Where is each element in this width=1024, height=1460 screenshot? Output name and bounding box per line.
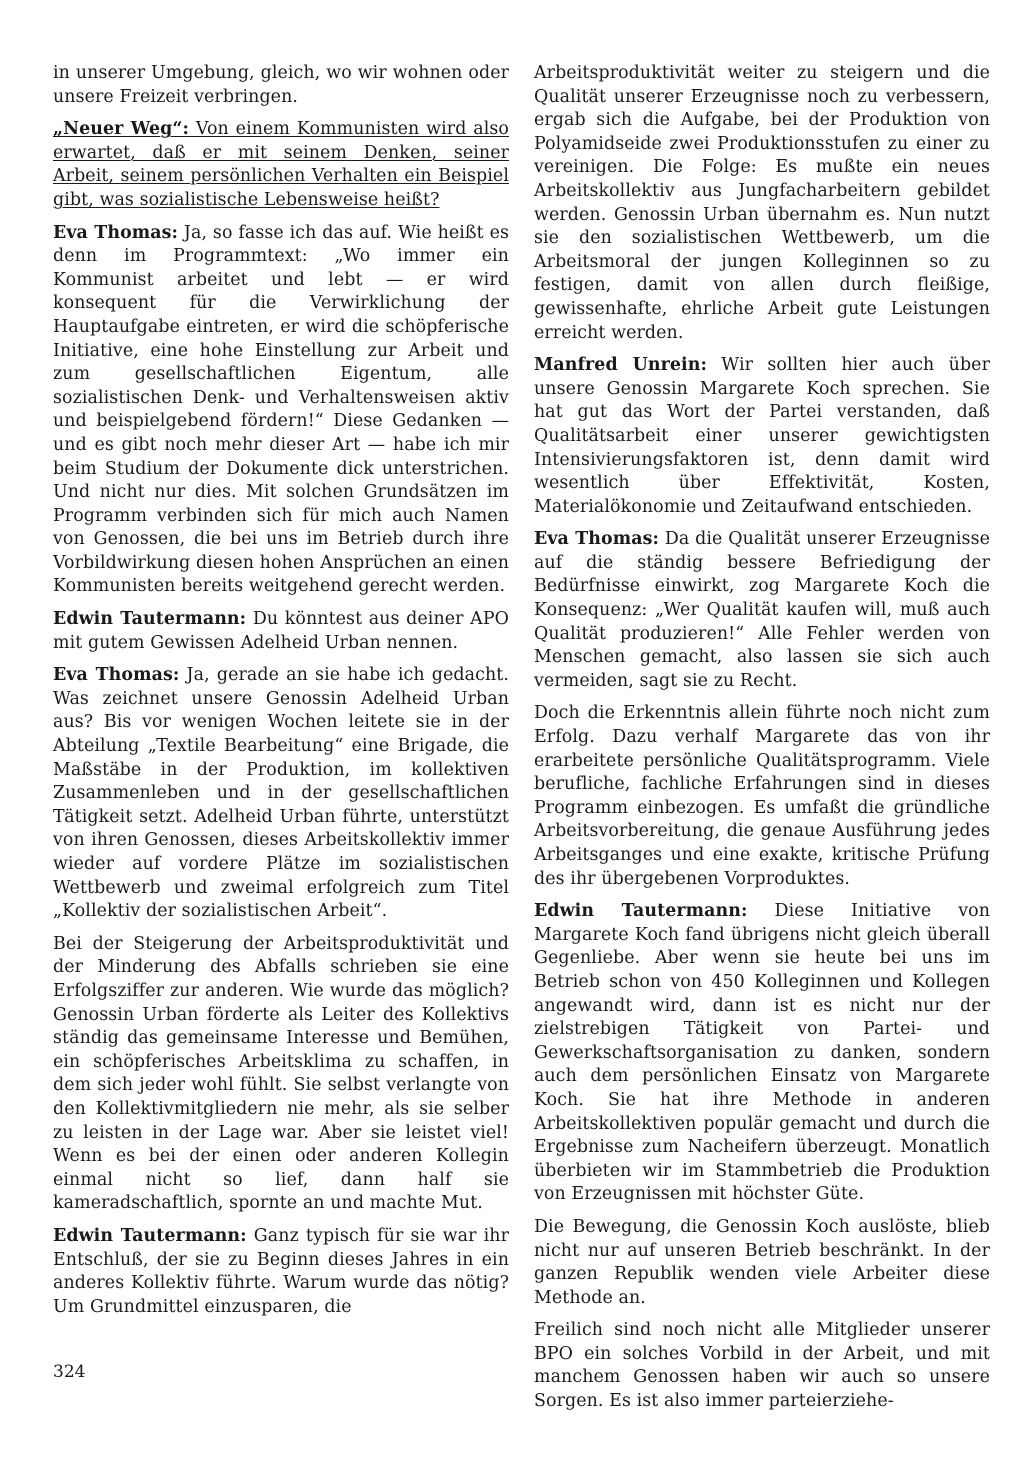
paragraph-text: Wir sollten hier auch über unsere Genossin Margarete Koch sprechen. Sie hat gut das Wort der Partei verstanden, daß Qualitätsarbeit einer unserer gewichtigsten Intensivierungsfaktoren ist, denn damit wird wesentlich über Effektivität, Kosten, Materialökonomie und Zeitaufwand entschieden. [534, 355, 990, 517]
paragraph [53, 222, 509, 600]
speaker-label: Eva Thomas: [53, 665, 180, 686]
paragraph [534, 1216, 990, 1310]
speaker-label: Manfred Unrein: [534, 355, 707, 376]
speaker-label: Eva Thomas: [534, 529, 660, 550]
paragraph-text: in unserer Umgebung, gleich, wo wir wohnen oder unsere Freizeit verbringen. [53, 63, 509, 107]
paragraph-text: Du könntest aus deiner APO mit gutem Gewissen Adelheid Urban nennen. [53, 609, 509, 653]
paragraph [534, 1319, 990, 1413]
paragraph-text: Ja, so fasse ich das auf. Wie heißt es denn im Programmtext: „Wo immer ein Kommunist arbeitet und lebt — er wird konsequent für die Verwirklichung der Hauptaufgabe eintreten, er wird die schöpferische Initiative, eine hohe Einstellung zur Arbeit und zum gesellschaftlichen Eigentum, alle sozialistischen Denk- und Verhaltensweisen aktiv und beispielgebend fördern!“ Diese Gedanken — und es gibt noch mehr dieser Art — habe ich mir beim Studium der Dokumente dick unterstrichen. Und nicht nur dies. Mit solchen Grundsätzen im Programm verbinden sich für mich auch Namen von Genossen, die bei uns im Betrieb durch ihre Vorbildwirkung diesen hohen Ansprüchen an einen Kommunisten bereits weitgehend gerecht werden. [53, 222, 509, 597]
paragraph [53, 1225, 509, 1319]
paragraph [534, 900, 990, 1207]
paragraph-text: Diese Initiative von Margarete Koch fand übrigens nicht gleich überall Gegenliebe. Aber wenn sie heute bei uns im Betrieb schon von 450 Kolleginnen und Kollegen angewandt wird, dann ist es nicht nur der zielstrebigen Tätigkeit von Partei- und Gewerkschaftsorganisation zu danken, sondern auch dem persönlichen Einsatz von Margarete Koch. Sie hat ihre Methode in anderen Arbeitskollektiven populär gemacht und durch die Ergebnisse zum Nacheifern überzeugt. Monatlich überbieten wir im Stammbetrieb die Produktion von Erzeugnissen mit höchster Güte. [534, 901, 990, 1205]
paragraph-text: Ja, gerade an sie habe ich gedacht. Was zeichnet unsere Genossin Adelheid Urban aus? Bis vor wenigen Wochen leitete sie in der Abteilung „Textile Bearbeitung“ eine Brigade, die Maßstäbe in der Produktion, im kollektiven Zusammenleben und in der gesellschaftlichen Tätigkeit setzt. Adelheid Urban führte, unterstützt von ihren Genossen, dieses Arbeitskollektiv immer wieder auf vordere Plätze im sozialistischen Wettbewerb und zweimal erfolgreich zum Titel „Kollektiv der sozialistischen Arbeit“. [53, 665, 509, 922]
paragraph [534, 62, 990, 345]
interview-question [53, 118, 509, 212]
left-column [53, 62, 509, 1328]
paragraph [534, 528, 990, 693]
paragraph-text: Freilich sind noch nicht alle Mitglieder unserer BPO ein solches Vorbild in der Arbeit, und mit manchem Genossen haben wir auch so unsere Sorgen. Es ist also immer parteierziehe- [534, 1320, 990, 1412]
paragraph [53, 608, 509, 655]
page-number: 324 [53, 1362, 86, 1382]
speaker-label: Edwin Tautermann: [53, 1225, 247, 1246]
paragraph [53, 62, 509, 109]
question-underline [53, 119, 509, 210]
paragraph-text: Die Bewegung, die Genossin Koch auslöste, blieb nicht nur auf unseren Betrieb beschränkt. In der ganzen Republik wenden viele Arbeiter diese Methode an. [534, 1216, 990, 1308]
paragraph [534, 702, 990, 891]
right-column [534, 62, 990, 1423]
paragraph-text: Arbeitsproduktivität weiter zu steigern und die Qualität unserer Erzeugnisse noch zu verbessern, ergab sich die Aufgabe, bei der Produktion von Polyamidseide zwei Produktionsstufen zu einer zu vereinigen. Die Folge: Es mußte ein neues Arbeitskollektiv aus Jungfacharbeitern gebildet werden. Genossin Urban übernahm es. Nun nutzt sie den sozialistischen Wettbewerb, um die Arbeitsmoral der jungen Kolleginnen so zu festigen, damit von allen durch fleißige, gewissenhafte, ehrliche Arbeit gute Leistungen erreicht werden. [534, 63, 990, 343]
speaker-label: Edwin Tautermann: [53, 609, 247, 630]
speaker-label: Edwin Tautermann: [534, 901, 748, 922]
paragraph [53, 664, 509, 924]
speaker-label: „Neuer Weg“: [53, 119, 190, 140]
paragraph [534, 354, 990, 519]
paragraph-text: Doch die Erkenntnis allein führte noch nicht zum Erfolg. Dazu verhalf Margarete das von ihr erarbeitete persönliche Qualitätsprogramm. Viele berufliche, fachliche Erfahrungen sind in dieses Programm einbezogen. Es umfaßt die gründliche Arbeitsvorbereitung, die genaue Ausführung jedes Arbeitsganges und eine exakte, kritische Prüfung des ihr übergebenen Vorproduktes. [534, 703, 990, 889]
paragraph [53, 933, 509, 1216]
paragraph-text: Ganz typisch für sie war ihr Entschluß, der sie zu Beginn dieses Jahres in ein anderes Kollektiv führte. Warum wurde das nötig? Um Grundmittel einzusparen, die [53, 1225, 510, 1317]
paragraph-text: Bei der Steigerung der Arbeitsproduktivität und der Minderung des Abfalls schrieben sie eine Erfolgsziffer zur anderen. Wie wurde das möglich? Genossin Urban förderte als Leiter des Kollektivs ständig das gemeinsame Interesse und Bemühen, ein schöpferisches Arbeitsklima zu schaffen, in dem sich jeder wohl fühlt. Sie selbst verlangte von den Kollektivmitgliedern nie mehr, als sie selber zu leisten in der Lage war. Aber sie leistet viel! Wenn es bei der einen oder anderen Kollegin einmal nicht so lief, dann half sie kameradschaftlich, spornte an und machte Mut. [53, 933, 509, 1214]
paragraph-text: Von einem Kommunisten wird also erwartet, daß er mit seinem Denken, seiner Arbeit, seinem persönlichen Verhalten ein Beispiel gibt, was sozialistische Lebensweise heißt? [53, 119, 509, 210]
paragraph-text: Da die Qualität unserer Erzeugnisse auf die ständig bessere Befriedigung der Bedürfnisse einwirkt, zog Margarete Koch die Konsequenz: „Wer Qualität kaufen will, muß auch Qualität produzieren!“ Alle Fehler werden von Menschen gemacht, also lassen sie sich auch vermeiden, sagt sie zu Recht. [534, 529, 990, 691]
speaker-label: Eva Thomas: [53, 222, 179, 243]
